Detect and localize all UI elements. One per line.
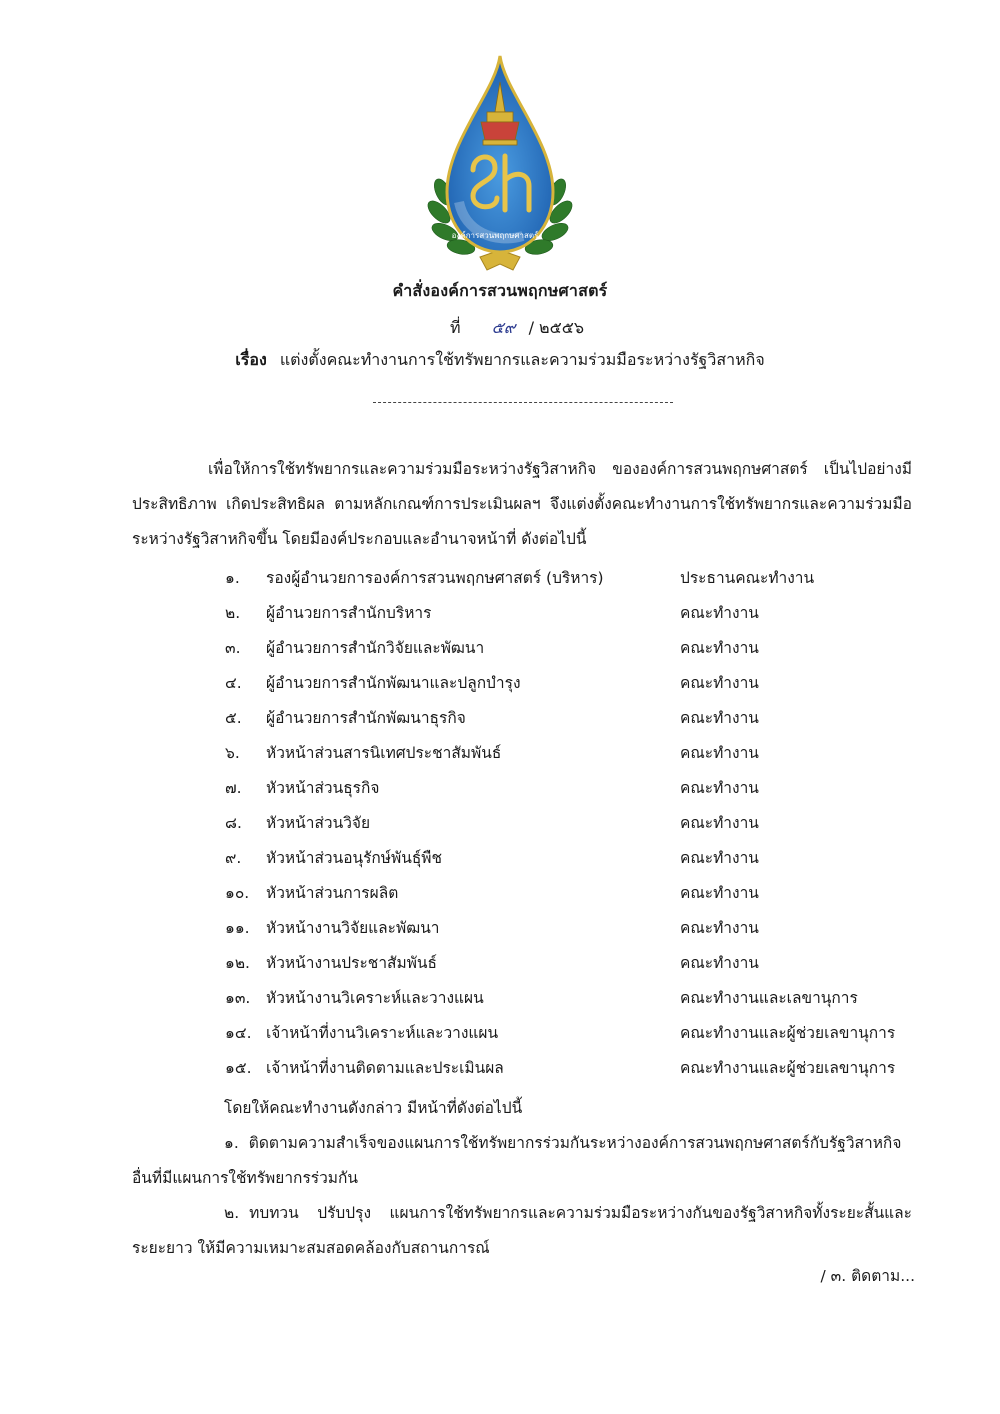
member-role: คณะทำงาน	[680, 639, 759, 657]
member-number: ๑๑.	[225, 919, 250, 937]
member-number: ๑.	[225, 569, 240, 587]
members-list	[0, 561, 1000, 1086]
duty-item	[132, 1126, 912, 1196]
emblem-logo	[425, 52, 575, 274]
member-number: ๘.	[225, 814, 242, 832]
member-number: ๕.	[225, 709, 242, 727]
member-position: หัวหน้างานวิจัยและพัฒนา	[266, 919, 440, 937]
member-number: ๑๒.	[225, 954, 250, 972]
duties-intro: โดยให้คณะทำงานดังกล่าว มีหน้าที่ดังต่อไปนี้	[224, 1099, 523, 1117]
member-row	[0, 876, 1000, 911]
member-row	[0, 911, 1000, 946]
continuation-note: / ๓. ติดตาม...	[820, 1267, 915, 1285]
member-role: คณะทำงาน	[680, 814, 759, 832]
duty-text: ติดตามความสำเร็จของแผนการใช้ทรัพยากรร่วมกันระหว่างองค์การสวนพฤกษศาสตร์กับรัฐวิสาหกิจอื่นที่มีแผนการใช้ทรัพยากรร่วมกัน	[132, 1134, 902, 1187]
member-position: หัวหน้างานวิเคราะห์และวางแผน	[266, 989, 484, 1007]
member-position: เจ้าหน้าที่งานวิเคราะห์และวางแผน	[266, 1024, 499, 1042]
duty-number: ๒.	[224, 1204, 240, 1222]
member-role: คณะทำงาน	[680, 709, 759, 727]
divider	[373, 402, 673, 403]
member-position: รองผู้อำนวยการองค์การสวนพฤกษศาสตร์ (บริหาร)	[266, 569, 604, 587]
member-position: เจ้าหน้าที่งานติดตามและประเมินผล	[266, 1059, 504, 1077]
member-number: ๑๓.	[225, 989, 251, 1007]
order-number-label: ที่	[450, 318, 461, 337]
member-row	[0, 701, 1000, 736]
member-role: คณะทำงานและผู้ช่วยเลขานุการ	[680, 1059, 896, 1077]
member-row	[0, 666, 1000, 701]
member-position: หัวหน้าส่วนวิจัย	[266, 814, 371, 832]
member-row	[0, 806, 1000, 841]
member-row	[0, 771, 1000, 806]
member-row	[0, 946, 1000, 981]
member-role: คณะทำงาน	[680, 744, 759, 762]
member-position: หัวหน้าส่วนธุรกิจ	[266, 779, 380, 797]
duty-number: ๑.	[224, 1134, 239, 1152]
member-number: ๑๔.	[225, 1024, 252, 1042]
member-role: คณะทำงานและผู้ช่วยเลขานุการ	[680, 1024, 896, 1042]
member-number: ๒.	[225, 604, 241, 622]
member-number: ๑๐.	[225, 884, 250, 902]
member-role: คณะทำงานและเลขานุการ	[680, 989, 858, 1007]
member-number: ๔.	[225, 674, 242, 692]
member-number: ๙.	[225, 849, 242, 867]
member-role: คณะทำงาน	[680, 849, 759, 867]
member-position: หัวหน้าส่วนสารนิเทศประชาสัมพันธ์	[266, 744, 502, 762]
order-number-value: ๕๙	[491, 318, 516, 337]
member-role: คณะทำงาน	[680, 919, 759, 937]
member-position: ผู้อำนวยการสำนักพัฒนาธุรกิจ	[266, 709, 466, 727]
member-row	[0, 631, 1000, 666]
member-position: ผู้อำนวยการสำนักพัฒนาและปลูกบำรุง	[266, 674, 521, 692]
member-role: ประธานคณะทำงาน	[680, 569, 815, 587]
member-row	[0, 981, 1000, 1016]
member-row	[0, 1016, 1000, 1051]
member-role: คณะทำงาน	[680, 674, 759, 692]
member-role: คณะทำงาน	[680, 954, 759, 972]
member-number: ๓.	[225, 639, 241, 657]
order-number	[450, 316, 584, 341]
order-number-separator: /	[528, 318, 534, 337]
member-row	[0, 596, 1000, 631]
member-number: ๗.	[225, 779, 242, 797]
member-position: ผู้อำนวยการสำนักบริหาร	[266, 604, 432, 622]
document-title: คำสั่งองค์การสวนพฤกษศาสตร์	[392, 281, 608, 300]
subject-text: แต่งตั้งคณะทำงานการใช้ทรัพยากรและความร่วมมือระหว่างรัฐวิสาหกิจ	[279, 350, 765, 369]
member-number: ๖.	[225, 744, 240, 762]
duty-text: ทบทวน ปรับปรุง แผนการใช้ทรัพยากรและความร่วมมือระหว่างกันของรัฐวิสาหกิจทั้งระยะสั้นและระยะยาว ให้มีความเหมาะสมสอดคล้องกับสถานการณ์	[132, 1204, 912, 1257]
subject-label: เรื่อง	[235, 350, 267, 369]
member-row	[0, 561, 1000, 596]
subject-line	[0, 348, 1000, 373]
logo-text: องค์การสวนพฤกษศาสตร์	[451, 231, 539, 240]
member-role: คณะทำงาน	[680, 779, 759, 797]
member-position: หัวหน้าส่วนอนุรักษ์พันธุ์พืช	[266, 849, 443, 867]
member-role: คณะทำงาน	[680, 884, 759, 902]
intro-paragraph: เพื่อให้การใช้ทรัพยากรและความร่วมมือระหว่างรัฐวิสาหกิจ ขององค์การสวนพฤกษศาสตร์ เป็นไปอย่างมีประสิทธิภาพ เกิดประสิทธิผล ตามหลักเกณฑ์การประเมินผลฯ จึงแต่งตั้งคณะทำงานการใช้ทรัพยากรและความร่วมมือระหว่างรัฐวิสาหกิจขึ้น โดยมีองค์ประกอบและอำนาจหน้าที่ ดังต่อไปนี้	[132, 460, 912, 548]
member-row	[0, 736, 1000, 771]
member-role: คณะทำงาน	[680, 604, 759, 622]
member-row	[0, 841, 1000, 876]
order-number-year: ๒๕๕๖	[539, 318, 584, 337]
duty-item	[132, 1196, 912, 1266]
member-position: ผู้อำนวยการสำนักวิจัยและพัฒนา	[266, 639, 485, 657]
member-number: ๑๕.	[225, 1059, 252, 1077]
member-position: หัวหน้าส่วนการผลิต	[266, 884, 399, 902]
member-row	[0, 1051, 1000, 1086]
member-position: หัวหน้างานประชาสัมพันธ์	[266, 954, 437, 972]
